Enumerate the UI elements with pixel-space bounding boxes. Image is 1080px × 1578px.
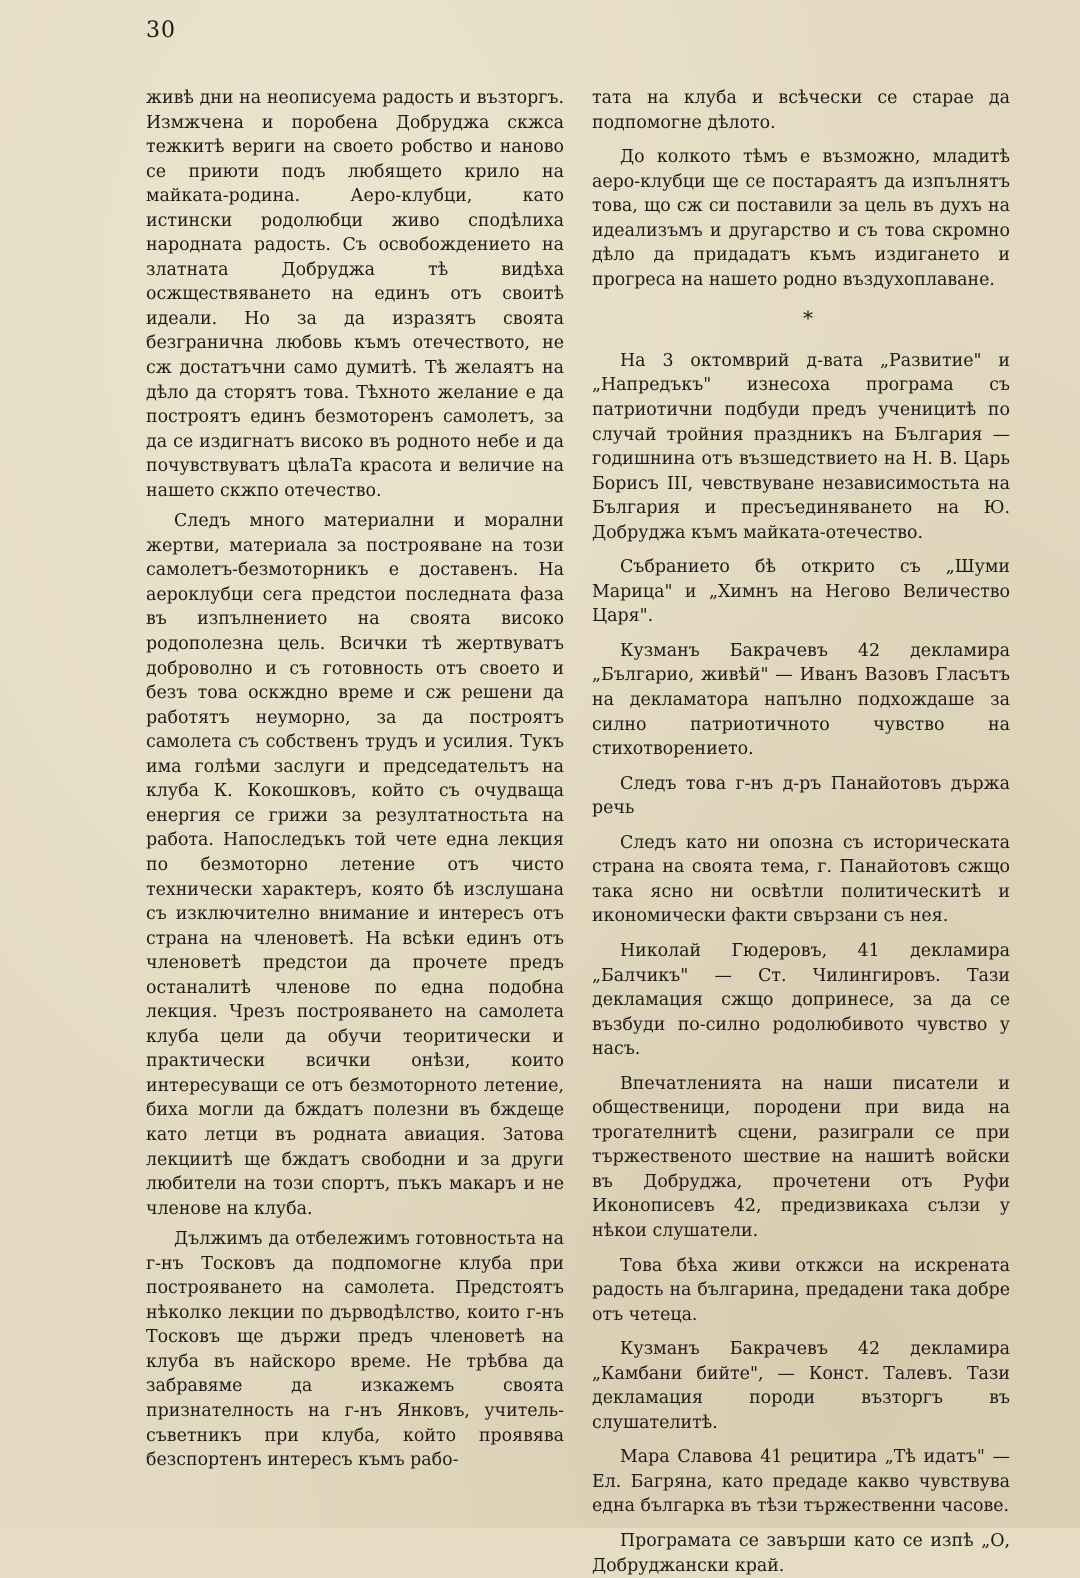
paragraph: Дължимъ да отбележимъ готовностьта на г-нъ Тосковъ да подпомогне клуба при построяването на самолета. Предстоятъ нѣколко лекции по дърводѣлство, които г-нъ Тосковъ ще държи предъ членоветѣ на клуба въ найскоро време. Не трѣбва да забравяме да изкажемъ своята признателность на г-нъ Янковъ, учитель-съветникъ при клуба, който проявява безспортенъ интересъ къмъ рабо- [146, 1229, 564, 1471]
paragraph: Мара Славова 41 рецитира „Тѣ идатъ" — Ел. Багряна, като предаде какво чувствува една българка въ тѣзи тържественни часове. [592, 1447, 1010, 1517]
paragraph: Кузманъ Бакрачевъ 42 декламира „Камбани бийте", — Конст. Талевъ. Тази декламация породи възторгъ въ слушателитѣ. [592, 1339, 1010, 1433]
paragraph: Програмата се завърши като се изпѣ „О, Добруджански край. [592, 1530, 1010, 1576]
paragraph: Следъ много материални и морални жертви, материала за построяване на този самолетъ-безмоторникъ е доставенъ. На аероклубци сега предстои последната фаза въ изпълнението на своята високо родополезна цель. Всички тѣ жертвуватъ доброволно и съ готовность отъ своето и безъ това оскждно време и сж решени да работятъ неуморно, за да построятъ самолета съ собственъ трудъ и усилия. Тукъ има голѣми заслуги и председательтъ на клуба К. Кокошковъ, който съ очудваща енергия се грижи за резултатностьта на работа. Напоследъкъ той чете една лекция по безмоторно летение отъ чисто технически характеръ, която бѣ изслушана съ изключително внимание и интересъ отъ страна на членоветѣ. На всѣки единъ отъ членоветѣ предстои да прочете предъ останалитѣ членове по една подобна лекция. Чрезъ построяването на самолета клуба цели да обучи теоритически и практически всички онѣзи, които интересуващи се отъ безмоторното летение, биха могли да бждатъ полезни въ бждеще като летци въ родната авиация. Затова лекциитѣ ще бждатъ свободни и за други любители на този спортъ, пъкъ макаръ и не членове на клуба. [146, 511, 564, 1219]
paragraph: Николай Гюдеровъ, 41 декламира „Балчикъ" — Ст. Чилингировъ. Тази декламация сжщо допринесе, за да се възбуди по-силно родолюбивото чувство у насъ. [592, 940, 1010, 1060]
right-column [592, 86, 1010, 1578]
paragraph: Впечатленията на наши писатели и общественици, породени при вида на трогателнитѣ сцени, разиграли се при тържественото шествие на нашитѣ войски въ Добруджа, прочетени отъ Руфи Иконописевъ 42, предизвикаха сълзи у нѣкои слушатели. [592, 1073, 1010, 1241]
paragraph: Събранието бѣ открито съ „Шуми Марица" и „Химнъ на Негово Величество Царя". [592, 557, 1010, 627]
paragraph: На 3 октомврий д-вата „Развитие" и „Напредъкъ" изнесоха програма съ патриотични подбуди предъ ученицитѣ по случай тройния праздникъ на България — годишнина отъ възшедствието на Н. В. Царь Борисъ III, чевствуване независимостьта на България и пресъединяването на Ю. Добруджа къмъ майката-отечество. [592, 350, 1010, 543]
paragraph: Кузманъ Бакрачевъ 42 декламира „Българио, живѣй" — Иванъ Вазовъ Гласътъ на декламатора напълно подхождаше за силно патриотичното чувство на стихотворението. [592, 640, 1010, 760]
paragraph: живѣ дни на неописуема радость и възторгъ. Измжчена и поробена Добруджа скжса тежкитѣ вериги на своето робство и наново се приюти подъ любящето крило на майката-родина. Аеро-клубци, като истински родолюбци живо сподѣлиха народната радость. Съ освобождението на златната Добруджа тѣ видѣха осжществяването на единъ отъ своитѣ идеали. Но за да изразятъ своята безгранична любовь къмъ отечеството, не сж достатъчни само думитѣ. Тѣ желаятъ на дѣло да сторятъ това. Тѣхното желание е да построятъ единъ безмоторенъ самолетъ, за да се издигнатъ високо въ родното небе и да почувствуватъ цѣлаТа красота и величие на нашето скжпо отечество. [146, 88, 564, 501]
paragraph: До колкото тѣмъ е възможно, младитѣ аеро-клубци ще се постараятъ да изпълнятъ това, що сж си поставили за цель въ духъ на идеализъмъ и другарство и съ това скромно дѣло да придадатъ къмъ издигането и прогреса на нашето родно въздухоплаване. [592, 147, 1010, 290]
paragraph: Това бѣха живи откжси на искрената радость на българина, предадени така добре отъ четеца. [592, 1255, 1010, 1325]
paragraph: Следъ това г-нъ д-ръ Панайотовъ държа речь [592, 773, 1010, 819]
paragraph: Следъ като ни опозна съ историческата страна на своята тема, г. Панайотовъ сжщо така ясно ни освѣтли политическитѣ и икономически факти свързани съ нея. [592, 832, 1010, 927]
page-number: 30 [146, 18, 176, 43]
section-separator: * [803, 306, 813, 331]
paragraph: тата на клуба и всѣчески се старае да подпомогне дѣлото. [592, 88, 1010, 133]
left-column [146, 86, 564, 1473]
